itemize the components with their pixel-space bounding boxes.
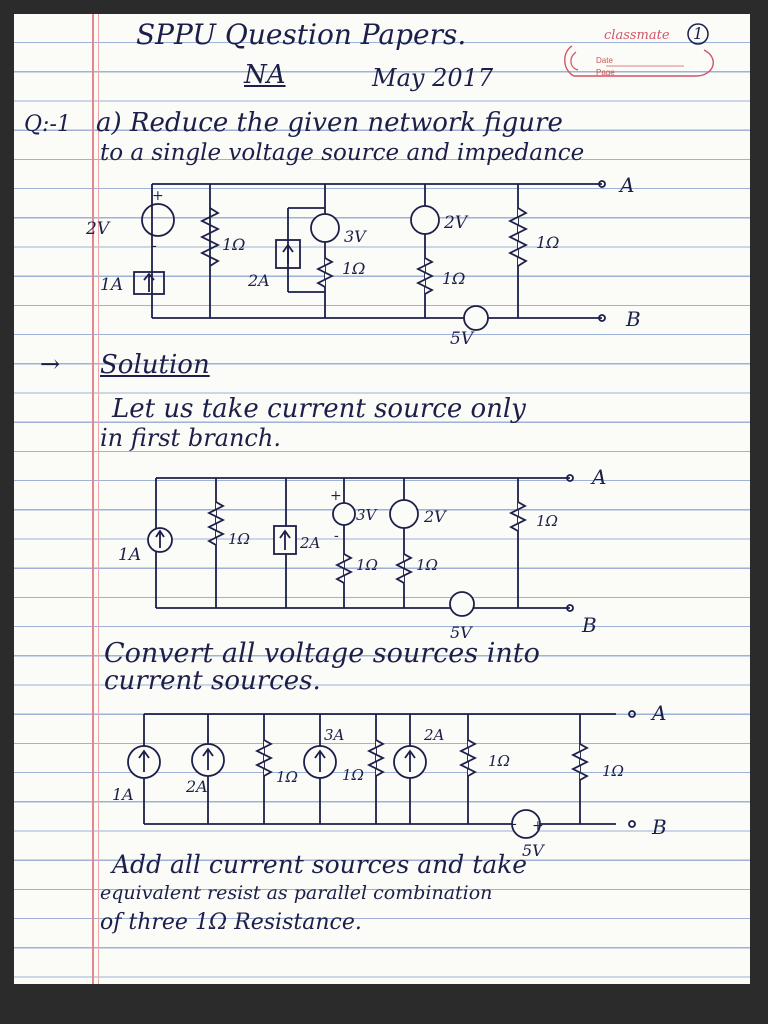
- plus-sign: +: [532, 818, 544, 834]
- label-2a: 2A: [186, 777, 208, 796]
- label-2v: 2V: [86, 219, 110, 239]
- label-3v: 3V: [356, 506, 377, 524]
- resistor-2: [369, 740, 383, 776]
- resistor-3: [397, 554, 411, 583]
- subtitle-date: May 2017: [372, 64, 494, 92]
- label-r2: 1Ω: [342, 259, 366, 278]
- label-1a: 1A: [112, 785, 134, 804]
- label-1a: 1A: [100, 275, 124, 295]
- voltage-source-2v: [142, 204, 174, 236]
- step3-line-1: Add all current sources and take: [112, 850, 528, 879]
- label-5v: 5V: [522, 841, 544, 860]
- page-title: SPPU Question Papers.: [136, 18, 467, 51]
- margin-line: [92, 14, 94, 984]
- brand-label: classmate: [604, 28, 670, 43]
- question-number: Q:-1: [24, 112, 71, 137]
- resistor-1: [209, 502, 223, 545]
- step3-line-3: of three 1Ω Resistance.: [100, 910, 362, 935]
- label-r3: 1Ω: [442, 269, 466, 288]
- label-2a: 2A: [248, 271, 270, 290]
- terminal-a: A: [592, 465, 607, 489]
- solution-heading: Solution: [100, 350, 210, 380]
- label-r4: 1Ω: [536, 512, 558, 530]
- minus-sign: -: [512, 816, 517, 832]
- label-1a: 1A: [118, 545, 142, 565]
- circuit-1: [80, 168, 700, 348]
- resistor-2: [318, 258, 332, 287]
- step2-line-2: current sources.: [104, 666, 321, 696]
- circuit-3: [96, 700, 716, 870]
- label-r4: 1Ω: [536, 233, 560, 252]
- terminal-a: A: [652, 701, 667, 725]
- resistor-4: [511, 502, 525, 531]
- label-2v: 2V: [424, 507, 446, 526]
- question-line-2: to a single voltage source and impedance: [100, 140, 585, 166]
- label-3a: 3A: [324, 726, 345, 744]
- solution-arrow: →: [40, 350, 61, 378]
- label-r1: 1Ω: [228, 530, 250, 548]
- label-2v-b: 2V: [444, 213, 468, 233]
- label-2a-b: 2A: [424, 726, 445, 744]
- voltage-source-5v: [464, 306, 488, 330]
- minus-sign: -: [334, 528, 339, 544]
- step3-line-2: equivalent resist as parallel combination: [100, 882, 493, 904]
- voltage-source-3v: [333, 503, 355, 525]
- solution-line-2: in first branch.: [100, 424, 281, 452]
- label-r4: 1Ω: [602, 762, 624, 780]
- solution-line-1: Let us take current source only: [112, 394, 526, 424]
- plus-sign: +: [152, 188, 164, 204]
- label-r3: 1Ω: [416, 556, 438, 574]
- voltage-source-5v: [450, 592, 474, 616]
- resistor-3: [461, 740, 475, 776]
- terminal-b: B: [652, 815, 667, 839]
- voltage-source-2v-b: [411, 206, 439, 234]
- terminal-b: B: [582, 613, 597, 637]
- voltage-source-3v: [311, 214, 339, 242]
- label-r1: 1Ω: [222, 235, 246, 254]
- terminal-b: B: [626, 307, 641, 331]
- date-label: Date: [596, 56, 613, 65]
- page-label: Page: [596, 68, 615, 77]
- step2-line-1: Convert all voltage sources into: [104, 638, 540, 669]
- question-line-1: a) Reduce the given network figure: [96, 108, 563, 138]
- resistor-4: [573, 744, 587, 780]
- circuit-2: [100, 462, 640, 642]
- page-number: 1: [693, 24, 704, 43]
- resistor-2: [337, 554, 351, 583]
- label-r1: 1Ω: [276, 768, 298, 786]
- plus-sign: +: [330, 488, 342, 504]
- label-r2: 1Ω: [356, 556, 378, 574]
- label-2a: 2A: [300, 534, 321, 552]
- minus-sign: -: [152, 238, 157, 254]
- subtitle-left: NA: [244, 60, 286, 90]
- label-r2: 1Ω: [342, 766, 364, 784]
- resistor-4: [510, 208, 526, 266]
- terminal-a: A: [620, 173, 635, 197]
- resistor-1: [257, 740, 271, 776]
- label-3v: 3V: [344, 227, 366, 246]
- label-5v: 5V: [450, 329, 474, 348]
- label-5v: 5V: [450, 623, 472, 642]
- voltage-source-2v: [390, 500, 418, 528]
- resistor-3: [418, 258, 432, 294]
- label-r3: 1Ω: [488, 752, 510, 770]
